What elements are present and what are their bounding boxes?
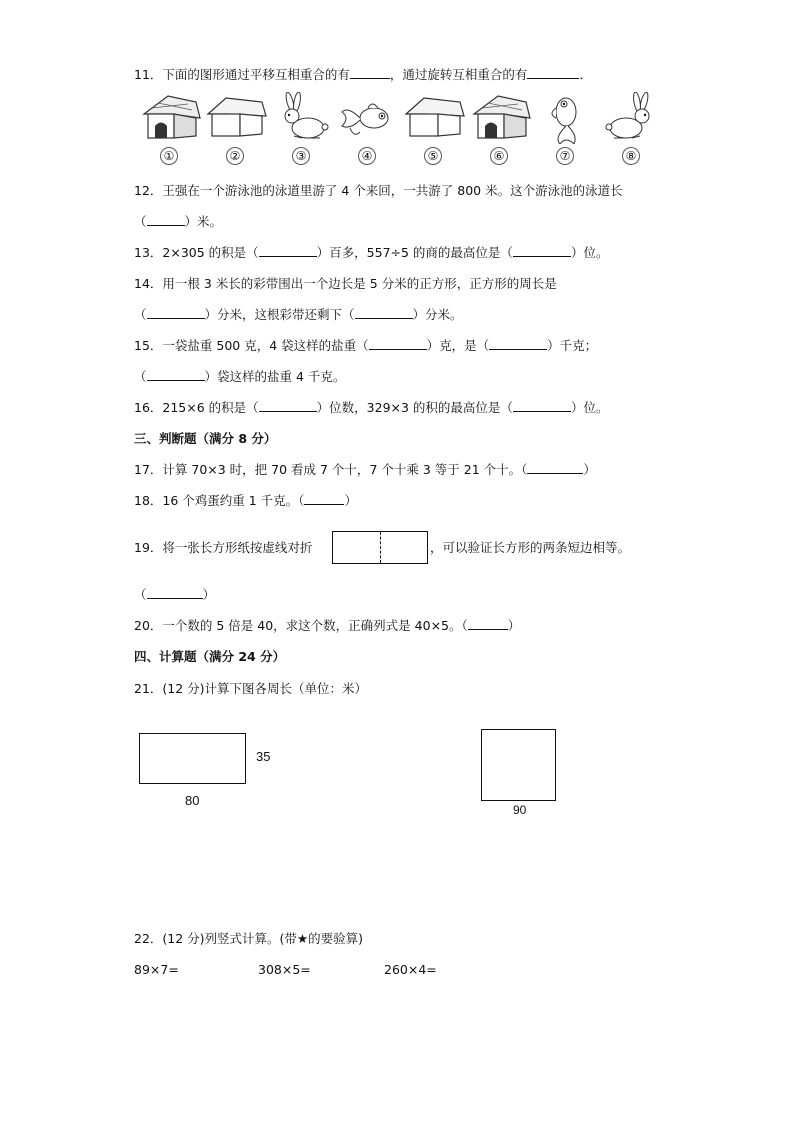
question-text: ）位。 (570, 400, 609, 415)
question-21: 21．(12 分)计算下图各周长（单位：米） (134, 681, 368, 696)
figure-8 (600, 92, 664, 164)
question-text: ）袋这样的盐重 4 千克。 (204, 369, 346, 384)
question-text: ）位。 (570, 245, 609, 260)
question-14-line2 (134, 306, 463, 324)
question-15 (134, 337, 597, 355)
rabbit-icon (600, 92, 664, 144)
question-text: ）分米。 (412, 307, 463, 322)
question-15-line2 (134, 368, 345, 386)
roof-outline-icon (204, 92, 268, 144)
rectangle-figure (139, 733, 246, 784)
bracket-open: （ (134, 587, 147, 602)
question-13 (134, 244, 608, 262)
answer-blank[interactable] (147, 213, 185, 226)
question-text: ）米。 (184, 214, 223, 229)
bracket-close: ） (583, 462, 596, 477)
question-11 (134, 66, 592, 84)
figure-number: ② (226, 147, 244, 165)
figure-number: ④ (358, 147, 376, 165)
calc-item: 89×7= (134, 962, 179, 977)
question-text: ）百多，557÷5 的商的最高位是（ (316, 245, 513, 260)
figure-number: ⑦ (556, 147, 574, 165)
bracket-close: ） (202, 587, 216, 602)
answer-blank[interactable] (147, 586, 203, 599)
question-text: 15．一袋盐重 500 克，4 袋这样的盐重（ (134, 338, 369, 353)
question-18 (134, 492, 357, 510)
doghouse-icon (468, 92, 532, 144)
square-side-label: 90 (513, 803, 527, 817)
goldfish-icon (534, 92, 598, 144)
answer-blank[interactable] (350, 66, 390, 79)
figure-6 (468, 92, 532, 164)
question-text: ）克，是（ (426, 338, 490, 353)
folding-rectangle-figure (332, 531, 428, 564)
figure-number: ⑤ (424, 147, 442, 165)
question-text: 18．16 个鸡蛋约重 1 千克。（ (134, 493, 305, 508)
section-heading-judgment: 三、判断题（满分 8 分） (134, 431, 277, 446)
question-text: ）分米，这根彩带还剩下（ (204, 307, 355, 322)
answer-blank[interactable] (304, 492, 344, 505)
figure-number: ① (160, 147, 178, 165)
figure-number: ⑧ (622, 147, 640, 165)
figure-5 (402, 92, 466, 164)
question-16 (134, 399, 608, 417)
rectangle-width-label: 35 (256, 749, 271, 764)
answer-blank[interactable] (259, 399, 317, 412)
answer-blank[interactable] (527, 461, 583, 474)
roof-outline-icon (402, 92, 466, 144)
answer-blank[interactable] (147, 368, 205, 381)
question-text: ）千克； (547, 338, 598, 353)
question-text: ，通过旋转互相重合的有 (389, 67, 528, 82)
figure-2 (204, 92, 268, 164)
rectangle-length-label: 80 (185, 793, 200, 808)
answer-blank[interactable] (513, 399, 571, 412)
question-text: ）位数，329×3 的积的最高位是（ (316, 400, 513, 415)
question-text: 12．王强在一个游泳池的泳道里游了 4 个来回，一共游了 800 米。这个游泳池的泳道长 (134, 183, 623, 198)
answer-blank[interactable] (369, 337, 427, 350)
question-text: 13．2×305 的积是（ (134, 245, 259, 260)
bracket-close: ） (507, 618, 521, 633)
figure-4 (336, 92, 400, 164)
doghouse-icon (138, 92, 202, 144)
goldfish-icon (336, 92, 400, 144)
figure-3 (270, 92, 334, 164)
bracket-close: ） (344, 493, 357, 508)
rabbit-icon (270, 92, 334, 144)
question-17 (134, 461, 596, 479)
question-19 (134, 539, 312, 557)
bracket-open: （ (134, 307, 147, 322)
square-figure (481, 729, 556, 801)
question-text: 20．一个数的 5 倍是 40，求这个数，正确列式是 40×5。（ (134, 618, 468, 633)
question-text: 17．计算 70×3 时，把 70 看成 7 个十，7 个十乘 3 等于 21 个十。（ (134, 462, 528, 477)
calc-item: 260×4= (384, 962, 437, 977)
figure-number: ⑥ (490, 147, 508, 165)
question-text: 11．下面的图形通过平移互相重合的有 (134, 67, 350, 82)
question-text: ，可以验证长方形的两条短边相等。 (430, 540, 631, 555)
figure-7 (534, 92, 598, 164)
question-text: ． (579, 67, 592, 82)
question-22: 22．(12 分)列竖式计算。(带★的要验算) (134, 931, 363, 946)
question-14 (134, 275, 557, 293)
figure-row (138, 92, 658, 164)
figure-1 (138, 92, 202, 164)
bracket-open: （ (134, 369, 147, 384)
question-12-line2 (134, 213, 222, 231)
question-19-cont (430, 539, 630, 557)
section-heading-calculation: 四、计算题（满分 24 分） (134, 649, 286, 664)
answer-blank[interactable] (527, 66, 579, 79)
question-text: 19．将一张长方形纸按虚线对折 (134, 540, 313, 555)
figure-number: ③ (292, 147, 310, 165)
bracket-open: （ (134, 214, 147, 229)
question-20 (134, 617, 520, 635)
answer-blank[interactable] (355, 306, 413, 319)
calc-item: 308×5= (258, 962, 311, 977)
question-text: 16．215×6 的积是（ (134, 400, 259, 415)
answer-blank[interactable] (513, 244, 571, 257)
answer-blank[interactable] (468, 617, 508, 630)
question-text: 14．用一根 3 米长的彩带围出一个边长是 5 分米的正方形，正方形的周长是 (134, 276, 557, 291)
question-12 (134, 182, 623, 200)
answer-blank[interactable] (489, 337, 547, 350)
question-19-answer (134, 586, 215, 604)
fold-dashed-line (380, 532, 381, 563)
answer-blank[interactable] (259, 244, 317, 257)
answer-blank[interactable] (147, 306, 205, 319)
